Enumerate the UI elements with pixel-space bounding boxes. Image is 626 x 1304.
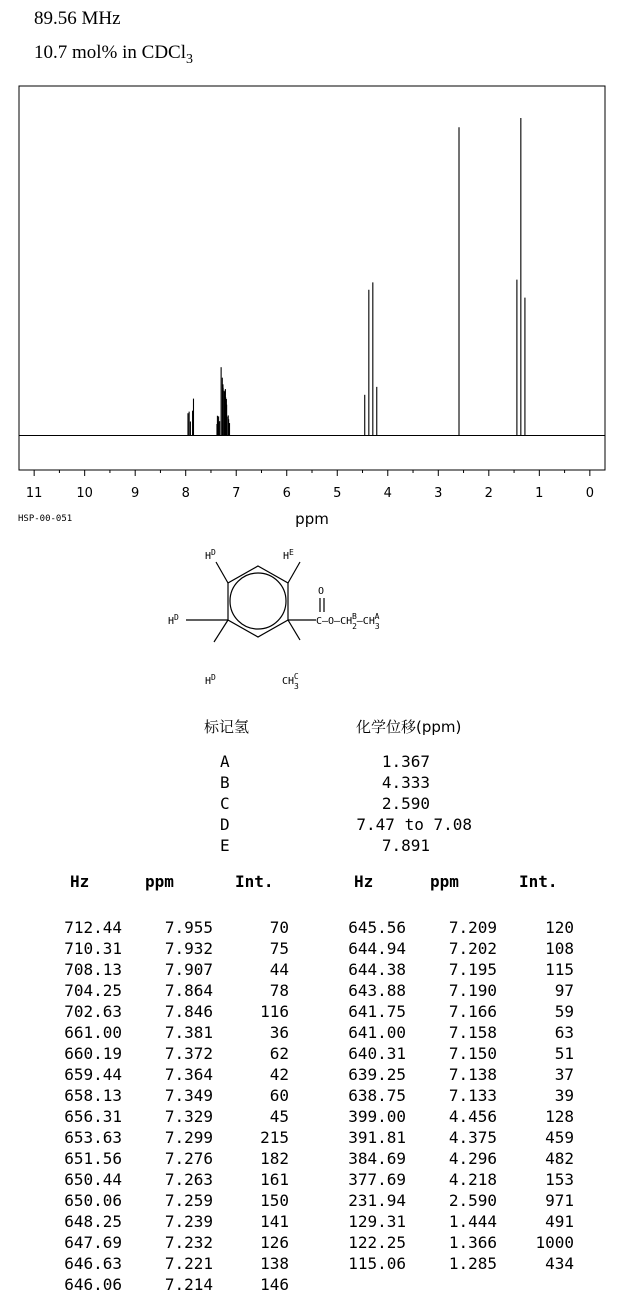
peak-ppm-cell: 7.263 xyxy=(164,1170,213,1189)
molecule-structure xyxy=(150,540,470,690)
peak-ppm-cell: 4.375 xyxy=(448,1128,497,1147)
label-header: 标记氢 xyxy=(204,718,250,736)
x-axis-label: ppm xyxy=(295,510,329,528)
assignment-shift: 7.891 xyxy=(381,836,430,855)
peak-hz-cell: 384.69 xyxy=(348,1149,406,1168)
peak-int-cell: 108 xyxy=(545,939,574,958)
peak-ppm-cell: 7.364 xyxy=(164,1065,213,1084)
peak-hz-cell: 659.44 xyxy=(64,1065,122,1084)
tick-label-10: 10 xyxy=(76,486,93,501)
shift-header: 化学位移(ppm) xyxy=(356,718,462,736)
peak-int-cell: 150 xyxy=(260,1191,289,1210)
hz-header-left: Hz xyxy=(70,872,90,891)
peak-int-cell: 59 xyxy=(554,1002,574,1021)
tick-label-11: 11 xyxy=(25,486,43,501)
peak-hz-cell: 710.31 xyxy=(64,939,122,958)
h-d-bottom: $H^D$ xyxy=(205,673,216,687)
peak-int-cell: 141 xyxy=(260,1212,289,1231)
benzene-ring xyxy=(228,566,288,637)
h-d-left: $H^D$ xyxy=(168,613,179,627)
peak-int-cell: 78 xyxy=(269,981,289,1000)
peak-ppm-cell: 7.864 xyxy=(164,981,213,1000)
peak-int-cell: 45 xyxy=(269,1107,289,1126)
peak-int-cell: 116 xyxy=(260,1002,289,1021)
peak-hz-cell: 651.56 xyxy=(64,1149,122,1168)
peak-hz-cell: 639.25 xyxy=(348,1065,406,1084)
spectrum-code: HSP-00-051 xyxy=(18,514,73,524)
spectrometer-frequency: 89.56 MHz xyxy=(34,8,121,29)
sample-concentration xyxy=(34,42,193,68)
peak-int-cell: 182 xyxy=(260,1149,289,1168)
peak-hz-cell: 231.94 xyxy=(348,1191,406,1210)
peak-hz-cell: 644.38 xyxy=(348,960,406,979)
peak-int-cell: 1000 xyxy=(535,1233,574,1252)
peak-hz-cell: 644.94 xyxy=(348,939,406,958)
peak-int-cell: 60 xyxy=(269,1086,289,1105)
peak-ppm-cell: 7.907 xyxy=(164,960,213,979)
peak-int-cell: 491 xyxy=(545,1212,574,1231)
peak-hz-cell: 643.88 xyxy=(348,981,406,1000)
peak-hz-cell: 660.19 xyxy=(64,1044,122,1063)
peak-int-cell: 434 xyxy=(545,1254,574,1273)
peak-hz-cell: 640.31 xyxy=(348,1044,406,1063)
peak-hz-cell: 650.06 xyxy=(64,1191,122,1210)
peak-int-cell: 75 xyxy=(269,939,289,958)
peak-ppm-cell: 1.285 xyxy=(448,1254,497,1273)
assignment-shift: 1.367 xyxy=(381,752,430,771)
peak-ppm-cell: 7.932 xyxy=(164,939,213,958)
peak-int-cell: 138 xyxy=(260,1254,289,1273)
peak-hz-cell: 708.13 xyxy=(64,960,122,979)
peak-hz-cell: 658.13 xyxy=(64,1086,122,1105)
sample-subscript: 3 xyxy=(186,51,194,67)
hz-header-right: Hz xyxy=(354,872,374,891)
peak-hz-cell: 704.25 xyxy=(64,981,122,1000)
peak-hz-cell: 656.31 xyxy=(64,1107,122,1126)
peak-hz-cell: 638.75 xyxy=(348,1086,406,1105)
peak-hz-cell: 377.69 xyxy=(348,1170,406,1189)
nmr-spectrum-chart xyxy=(0,80,626,530)
sample-text: 10.7 mol% in CDCl xyxy=(34,42,187,63)
peak-int-cell: 153 xyxy=(545,1170,574,1189)
peak-int-cell: 63 xyxy=(554,1023,574,1042)
ester-chain: $C—O—CH_2B—CH_3A$ xyxy=(316,612,380,631)
tick-label-8: 8 xyxy=(181,486,190,501)
peak-ppm-cell: 7.209 xyxy=(448,918,497,937)
peak-int-cell: 482 xyxy=(545,1149,574,1168)
peak-ppm-cell: 7.150 xyxy=(448,1044,497,1063)
peak-hz-cell: 129.31 xyxy=(348,1212,406,1231)
ppm-header-right: ppm xyxy=(430,872,459,891)
peak-int-cell: 42 xyxy=(269,1065,289,1084)
peak-ppm-cell: 7.133 xyxy=(448,1086,497,1105)
peak-ppm-cell: 7.138 xyxy=(448,1065,497,1084)
peak-ppm-cell: 7.232 xyxy=(164,1233,213,1252)
peak-ppm-cell: 4.218 xyxy=(448,1170,497,1189)
peak-ppm-cell: 7.329 xyxy=(164,1107,213,1126)
peak-hz-cell: 647.69 xyxy=(64,1233,122,1252)
assignment-label: A xyxy=(220,752,230,771)
peak-hz-cell: 122.25 xyxy=(348,1233,406,1252)
peak-int-cell: 215 xyxy=(260,1128,289,1147)
peak-ppm-cell: 7.166 xyxy=(448,1002,497,1021)
peak-int-cell: 51 xyxy=(554,1044,574,1063)
carbonyl-oxygen: O xyxy=(318,586,325,597)
peak-ppm-cell: 2.590 xyxy=(448,1191,497,1210)
peak-hz-cell: 712.44 xyxy=(64,918,122,937)
peak-hz-cell: 646.63 xyxy=(64,1254,122,1273)
peak-int-cell: 126 xyxy=(260,1233,289,1252)
peak-int-cell: 971 xyxy=(545,1191,574,1210)
peak-ppm-cell: 7.381 xyxy=(164,1023,213,1042)
peak-ppm-cell: 1.444 xyxy=(448,1212,497,1231)
bonds xyxy=(186,562,324,642)
peak-ppm-cell: 7.846 xyxy=(164,1002,213,1021)
methyl-c: $CH_3C$ xyxy=(282,672,299,690)
tick-label-2: 2 xyxy=(484,486,493,501)
peak-hz-cell: 650.44 xyxy=(64,1170,122,1189)
peak-ppm-cell: 4.456 xyxy=(448,1107,497,1126)
peak-int-cell: 161 xyxy=(260,1170,289,1189)
peak-int-cell: 97 xyxy=(554,981,574,1000)
peak-ppm-cell: 7.372 xyxy=(164,1044,213,1063)
assignment-label: D xyxy=(220,815,230,834)
peak-int-cell: 120 xyxy=(545,918,574,937)
peak-hz-cell: 641.75 xyxy=(348,1002,406,1021)
peak-hz-cell: 115.06 xyxy=(348,1254,406,1273)
tick-label-5: 5 xyxy=(333,486,342,501)
peak-ppm-cell: 4.296 xyxy=(448,1149,497,1168)
peak-int-cell: 128 xyxy=(545,1107,574,1126)
peak-int-cell: 70 xyxy=(269,918,289,937)
tick-label-1: 1 xyxy=(535,486,544,501)
peak-int-cell: 37 xyxy=(554,1065,574,1084)
h-d-top: $H^D$ xyxy=(205,548,216,562)
peak-ppm-cell: 7.190 xyxy=(448,981,497,1000)
peak-hz-cell: 648.25 xyxy=(64,1212,122,1231)
peak-ppm-cell: 7.214 xyxy=(164,1275,213,1294)
peak-int-cell: 44 xyxy=(269,960,289,979)
x-axis-ticks xyxy=(26,470,594,501)
assignment-label: C xyxy=(220,794,230,813)
tick-label-9: 9 xyxy=(131,486,140,501)
assignment-label: E xyxy=(220,836,230,855)
tick-label-4: 4 xyxy=(383,486,392,501)
peak-int-cell: 146 xyxy=(260,1275,289,1294)
peak-hz-cell: 653.63 xyxy=(64,1128,122,1147)
peak-ppm-cell: 7.195 xyxy=(448,960,497,979)
tick-label-3: 3 xyxy=(434,486,443,501)
assignment-shift: 4.333 xyxy=(381,773,430,792)
peak-hz-cell: 399.00 xyxy=(348,1107,406,1126)
peak-int-cell: 459 xyxy=(545,1128,574,1147)
tick-label-6: 6 xyxy=(282,486,291,501)
peak-hz-cell: 645.56 xyxy=(348,918,406,937)
peak-int-cell: 62 xyxy=(269,1044,289,1063)
peak-ppm-cell: 7.955 xyxy=(164,918,213,937)
peak-hz-cell: 391.81 xyxy=(348,1128,406,1147)
peak-ppm-cell: 7.158 xyxy=(448,1023,497,1042)
peak-hz-cell: 646.06 xyxy=(64,1275,122,1294)
peak-hz-cell: 661.00 xyxy=(64,1023,122,1042)
peak-ppm-cell: 7.221 xyxy=(164,1254,213,1273)
assignment-shift: 2.590 xyxy=(381,794,430,813)
assignment-shift: 7.47 to 7.08 xyxy=(356,815,472,834)
peak-ppm-cell: 7.299 xyxy=(164,1128,213,1147)
int-header-left: Int. xyxy=(235,872,274,891)
ppm-header-left: ppm xyxy=(145,872,174,891)
tick-label-0: 0 xyxy=(585,486,594,501)
peak-int-cell: 115 xyxy=(545,960,574,979)
peak-ppm-cell: 7.202 xyxy=(448,939,497,958)
int-header-right: Int. xyxy=(519,872,558,891)
peak-ppm-cell: 7.239 xyxy=(164,1212,213,1231)
peak-ppm-cell: 7.349 xyxy=(164,1086,213,1105)
h-e: $H^E$ xyxy=(283,548,294,562)
assignment-label: B xyxy=(220,773,230,792)
peak-ppm-cell: 7.276 xyxy=(164,1149,213,1168)
peak-int-cell: 39 xyxy=(554,1086,574,1105)
peak-ppm-cell: 1.366 xyxy=(448,1233,497,1252)
peak-ppm-cell: 7.259 xyxy=(164,1191,213,1210)
peaks-layer xyxy=(188,118,525,435)
peak-int-cell: 36 xyxy=(269,1023,289,1042)
peak-hz-cell: 702.63 xyxy=(64,1002,122,1021)
peak-hz-cell: 641.00 xyxy=(348,1023,406,1042)
tick-label-7: 7 xyxy=(232,486,241,501)
